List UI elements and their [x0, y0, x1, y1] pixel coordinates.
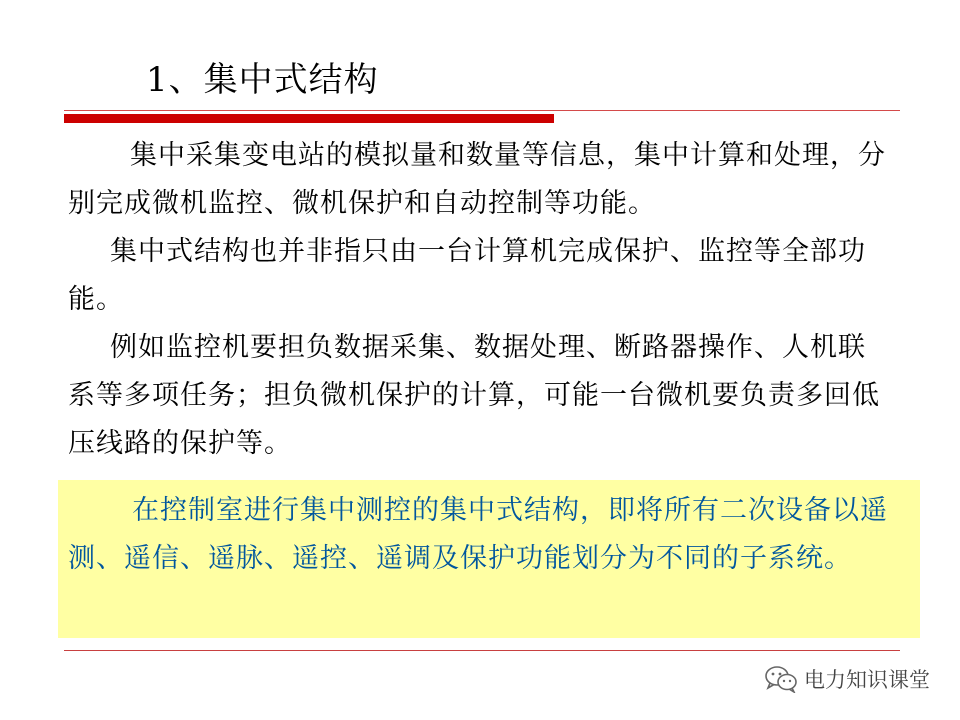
paragraph-1: 集中采集变电站的模拟量和数量等信息，集中计算和处理，分别完成微机监控、微机保护和自动控制等功能。: [68, 140, 886, 219]
highlight-text: 在控制室进行集中测控的集中式结构，即将所有二次设备以遥测、遥信、遥脉、遥控、遥调及保护功能划分为不同的子系统。: [68, 495, 888, 574]
paragraph-3: 例如监控机要担负数据采集、数据处理、断路器操作、人机联系等多项任务；担负微机保护的计算，可能一台微机要负责多回低压线路的保护等。: [68, 332, 880, 459]
slide-title: 1、集中式结构: [146, 60, 379, 100]
paragraph-2: 集中式结构也并非指只由一台计算机完成保护、监控等全部功能。: [68, 236, 866, 315]
footer-divider-line: [64, 650, 900, 651]
title-divider-line: [64, 110, 900, 111]
watermark: [764, 664, 930, 694]
wechat-icon: [764, 665, 798, 693]
title-accent-bar: [64, 114, 554, 123]
watermark-label: 电力知识课堂: [804, 668, 930, 692]
body-text: [68, 132, 888, 468]
